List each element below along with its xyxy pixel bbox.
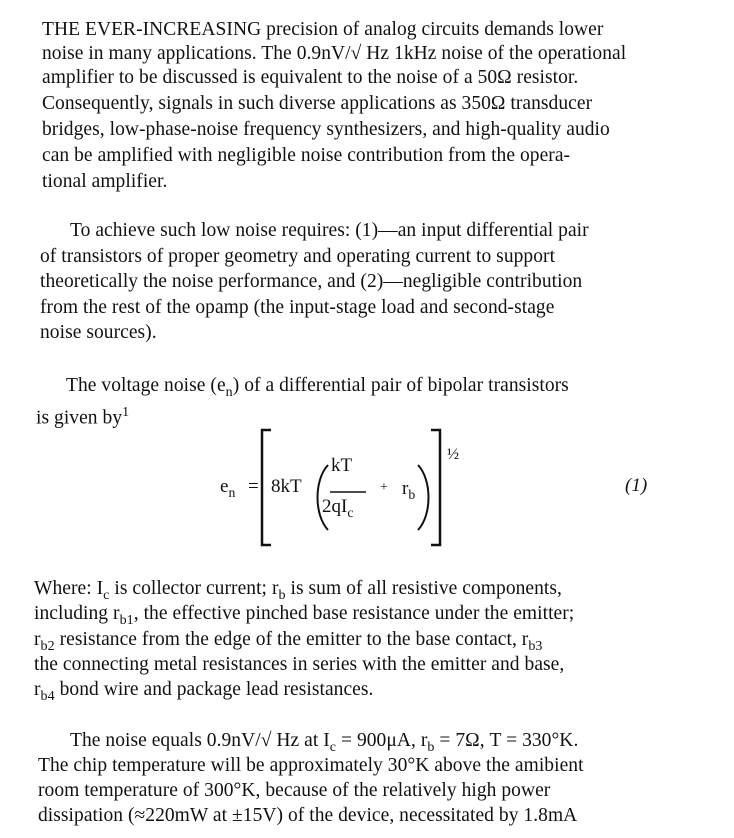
- p2-line-3: theoretically the noise performance, and (2)—negligible contribution: [40, 271, 583, 292]
- p5-line-1: The noise equals 0.9nV/√ Hz at $I_c = 900\mu A$, $r_b = 7\Omega$, T = 330°K.: [70, 730, 579, 755]
- p4-line-2: including $r_{b1}$, the effective pinched base resistance under the emitter;: [34, 603, 575, 628]
- footnote-mark: 1: [122, 404, 130, 420]
- p1-line-5: bridges, low-phase-noise frequency synthesizers, and high-quality audio: [42, 119, 610, 140]
- eq-8kt: 8kT: [271, 476, 302, 497]
- p1-line-6: can be amplified with negligible noise contribution from the opera-: [42, 145, 571, 166]
- eq-rb: $r_b$: [402, 478, 416, 502]
- p2-line-4: from the rest of the opamp (the input-stage load and second-stage: [40, 297, 555, 318]
- eq-denominator: $2qI_c$: [322, 496, 354, 520]
- p5-line-4: dissipation (≈220mW at ±15V) of the device, necessitated by 1.8mA: [38, 805, 578, 826]
- p1-line-7: tional amplifier.: [42, 171, 168, 192]
- p2-line-2: of transistors of proper geometry and operating current to support: [40, 246, 556, 267]
- p5-line-2: The chip temperature will be approximately 30°K above the amibient: [38, 755, 584, 776]
- p4-line-5: $r_{b4}$ bond wire and package lead resistances.: [34, 679, 374, 704]
- p4-line-4: the connecting metal resistances in series with the emitter and base,: [34, 654, 565, 675]
- p5-line-3: room temperature of 300°K, because of the relatively high power: [38, 780, 551, 801]
- p1-line-3: amplifier to be discussed is equivalent to the noise of a 50Ω resistor.: [42, 67, 579, 88]
- p4-line-1: Where: $I_c$ is collector current; $r_b$ is sum of all resistive components,: [34, 578, 562, 603]
- p1-line-4: Consequently, signals in such diverse applications as 350Ω transducer: [42, 93, 593, 114]
- eq-plus: +: [380, 480, 388, 495]
- p2-line-1: To achieve such low noise requires: (1)—an input differential pair: [70, 220, 589, 241]
- p2-line-5: noise sources).: [40, 322, 157, 343]
- eq-numerator: kT: [331, 455, 353, 476]
- eq-exponent: ½: [447, 446, 459, 463]
- p3-line-2: is given $by^1$: [36, 404, 130, 429]
- eq-number: (1): [625, 475, 648, 496]
- p1-line-2: noise in many applications. The 0.9nV/√ Hz 1kHz noise of the operational: [42, 43, 627, 64]
- p3-line-1: The voltage noise $(e_n)$ of a differential pair of bipolar transistors: [66, 375, 569, 400]
- eq-lhs: $e_n$: [220, 476, 236, 500]
- eq-equals: =: [248, 476, 259, 497]
- p1-line-1: THE EVER-INCREASING precision of analog circuits demands lower: [42, 19, 604, 40]
- p4-line-3: $r_{b2}$ resistance from the edge of the emitter to the base contact, $r_{b3}$: [34, 629, 543, 654]
